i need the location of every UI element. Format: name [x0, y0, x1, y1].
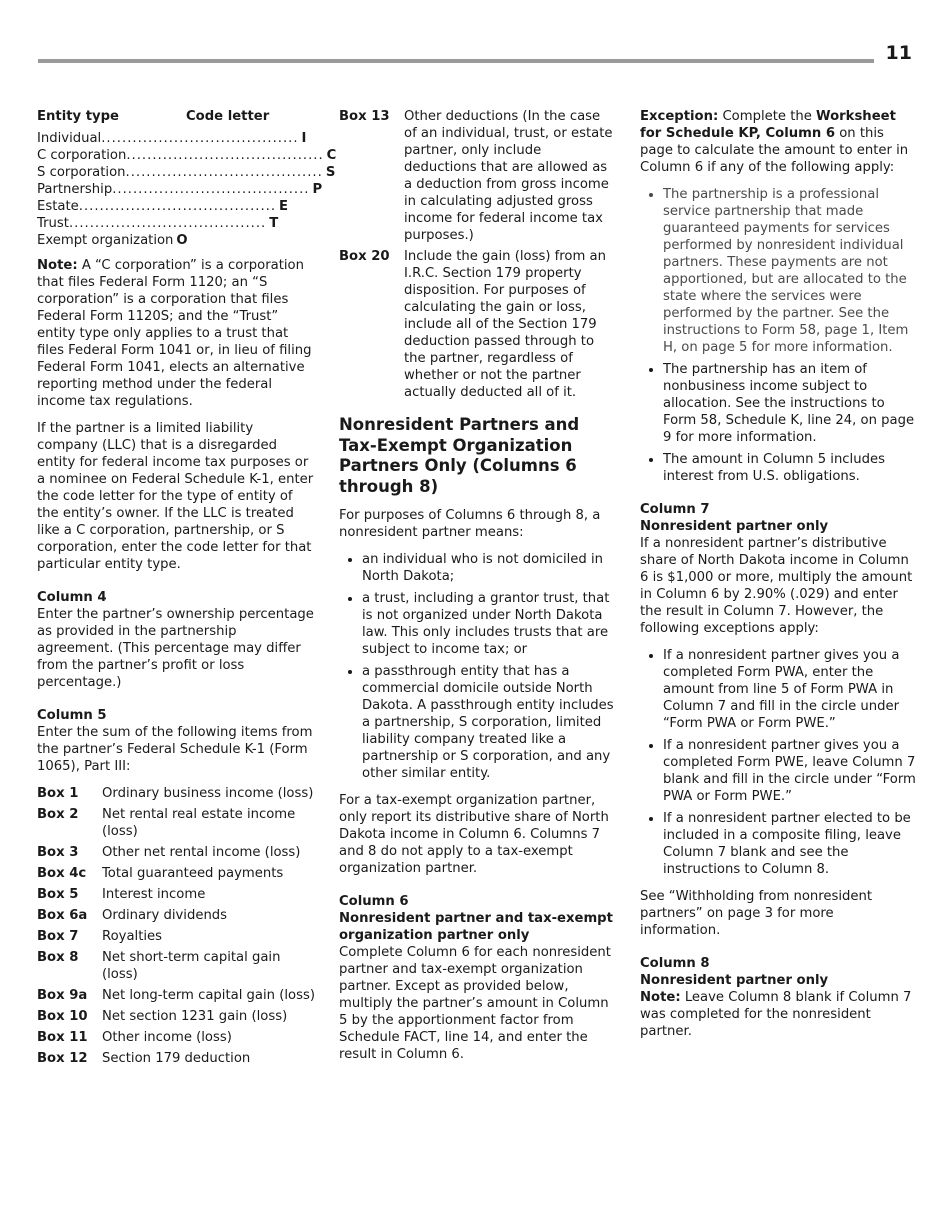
column7-exceptions-list	[640, 647, 918, 878]
llc-paragraph: If the partner is a limited liability company (LLC) that is a disregarded entity for federal income tax purposes or a nominee on Federal Schedule K-1, enter the code letter for the type of entity of the entity’s owner. If the LLC is treated like a C corporation, partnership, or S corporation, enter the code letter for that particular entity type.	[37, 421, 314, 572]
list-item: • If a nonresident partner gives you a completed Form PWE, leave Column 7 blank and fill in the circle under “Form PWA or Form PWE.”	[663, 737, 918, 805]
column7-subheading: Nonresident partner only	[640, 519, 829, 534]
box-row: Box 20 Include the gain (loss) from an I.R.C. Section 179 property disposition. For purposes of calculating the gain or loss, include all of the Section 179 deduction passed through to the partner, regardless of whether or not the partner actually deducted all of it.	[339, 249, 606, 400]
list-item: • If a nonresident partner elected to be included in a composite filing, leave Column 7 blank and see the instructions to Column 8.	[663, 810, 918, 878]
page-number: 11	[885, 42, 912, 64]
column6-subheading: Nonresident partner and tax-exempt organization partner only	[339, 911, 613, 943]
list-item: • The partnership is a professional service partnership that made guaranteed payments for services performed by nonresident individual partners. These payments are not apportioned, but are allocated to the state where the services were performed by the partner. See the instructions to Form 58, page 1, Item H, on page 5 for more information.	[663, 186, 918, 356]
entity-row: Estate ...................................... E	[37, 199, 289, 214]
box-list	[37, 785, 315, 1067]
code-letter-header: Code letter	[186, 109, 270, 124]
list-item: • an individual who is not domiciled in North Dakota;	[362, 551, 617, 585]
entity-row: C corporation ...................................... C	[37, 148, 337, 163]
exception-list	[640, 186, 918, 485]
entity-row: Trust ...................................... T	[37, 216, 279, 231]
column-right	[640, 108, 918, 1050]
box-row: Box 10 Net section 1231 gain (loss)	[37, 1009, 288, 1024]
entity-row: Individual ...................................... I	[37, 131, 307, 146]
box-row: Box 7 Royalties	[37, 929, 163, 944]
list-item: • The partnership has an item of nonbusiness income subject to allocation. See the instructions to Form 58, Schedule K, line 24, on page 9 for more information.	[663, 361, 918, 446]
column6-heading: Column 6	[339, 894, 409, 909]
box-row: Box 5 Interest income	[37, 887, 206, 902]
column4-heading: Column 4	[37, 590, 107, 605]
exception-paragraph: Exception: Complete the Worksheet for Schedule KP, Column 6 on this page to calculate the amount to enter in Column 6 if any of the following apply:	[640, 109, 909, 175]
column-middle	[339, 108, 617, 1073]
box-row: Box 3 Other net rental income (loss)	[37, 845, 301, 860]
column5-text: Enter the sum of the following items from the partner’s Federal Schedule K-1 (Form 1065), Part III:	[37, 725, 313, 774]
entity-table-header	[37, 108, 315, 125]
list-item: • a passthrough entity that has a commercial domicile outside North Dakota. A passthrough entity includes a partnership, S corporation, limited liability company treated like a partnership or S corporation, and any other similar entity.	[362, 663, 617, 782]
box-row: Box 11 Other income (loss)	[37, 1030, 232, 1045]
withholding-reference: See “Withholding from nonresident partners” on page 3 for more information.	[640, 889, 873, 938]
box-row: Box 9a Net long-term capital gain (loss)	[37, 988, 315, 1003]
list-item: • If a nonresident partner gives you a completed Form PWA, enter the amount from line 5 of Form PWA in Column 7 and fill in the circle under “Form PWA or Form PWE.”	[663, 647, 918, 732]
entity-row: Partnership ...................................... P	[37, 182, 323, 197]
box-row: Box 13 Other deductions (In the case of an individual, trust, or estate partner, only include deductions that are allowed as a deduction from gross income in calculating adjusted gross income for federal income tax purposes.)	[339, 109, 613, 243]
entity-table	[37, 130, 337, 249]
nonresident-definition-list	[339, 551, 617, 782]
box-row: Box 12 Section 179 deduction	[37, 1051, 251, 1066]
list-item: • a trust, including a grantor trust, that is not organized under North Dakota law. This only includes trusts that are subject to income tax; or	[362, 590, 617, 658]
column5-heading: Column 5	[37, 708, 107, 723]
nonresident-intro: For purposes of Columns 6 through 8, a nonresident partner means:	[339, 508, 601, 540]
column4-text: Enter the partner’s ownership percentage as provided in the partnership agreement. (This percentage may differ from the partner’s profit or loss percentage.)	[37, 607, 314, 690]
box-row: Box 2 Net rental real estate income (loss)	[37, 807, 296, 839]
header-rule	[38, 59, 874, 63]
entity-row: S corporation ...................................... S	[37, 165, 336, 180]
entity-type-header: Entity type	[37, 109, 119, 124]
column8-subheading: Nonresident partner only	[640, 973, 829, 988]
list-item: • The amount in Column 5 includes interest from U.S. obligations.	[663, 451, 918, 485]
box-row: Box 1 Ordinary business income (loss)	[37, 786, 314, 801]
column7-heading: Column 7	[640, 502, 710, 517]
box-row: Box 4c Total guaranteed payments	[37, 866, 284, 881]
tax-exempt-paragraph: For a tax-exempt organization partner, only report its distributive share of North Dakota income in Column 6. Columns 7 and 8 do not apply to a tax-exempt organization partner.	[339, 793, 609, 876]
column-left	[37, 108, 337, 1071]
column8-heading: Column 8	[640, 956, 710, 971]
entity-row: Exempt organization O	[37, 233, 188, 248]
column6-text: Complete Column 6 for each nonresident partner and tax-exempt organization partner. Except as provided below, multiply the partner’s amount in Column 5 by the apportionment factor from Schedule FACT, line 14, and enter the result in Column 6.	[339, 945, 611, 1062]
note-paragraph: Note: A “C corporation” is a corporation that files Federal Form 1120; an “S corporation” is a corporation that files Federal Form 1120S; and the “Trust” entity type only applies to a trust that files Federal Form 1041 or, in lieu of filing Federal Form 1041, elects an alternative reporting method under the federal income tax regulations.	[37, 258, 312, 409]
nonresident-section-title: Nonresident Partners and Tax-Exempt Organization Partners Only (Columns 6 through 8)	[339, 415, 580, 496]
column8-note: Note: Leave Column 8 blank if Column 7 was completed for the nonresident partner.	[640, 990, 912, 1039]
column7-text: If a nonresident partner’s distributive share of North Dakota income in Column 6 is $1,000 or more, multiply the amount in Column 6 by 2.90% (.029) and enter the result in Column 7. However, the following exceptions apply:	[640, 536, 913, 636]
box-row: Box 6a Ordinary dividends	[37, 908, 228, 923]
box-row: Box 8 Net short-term capital gain (loss)	[37, 950, 281, 982]
